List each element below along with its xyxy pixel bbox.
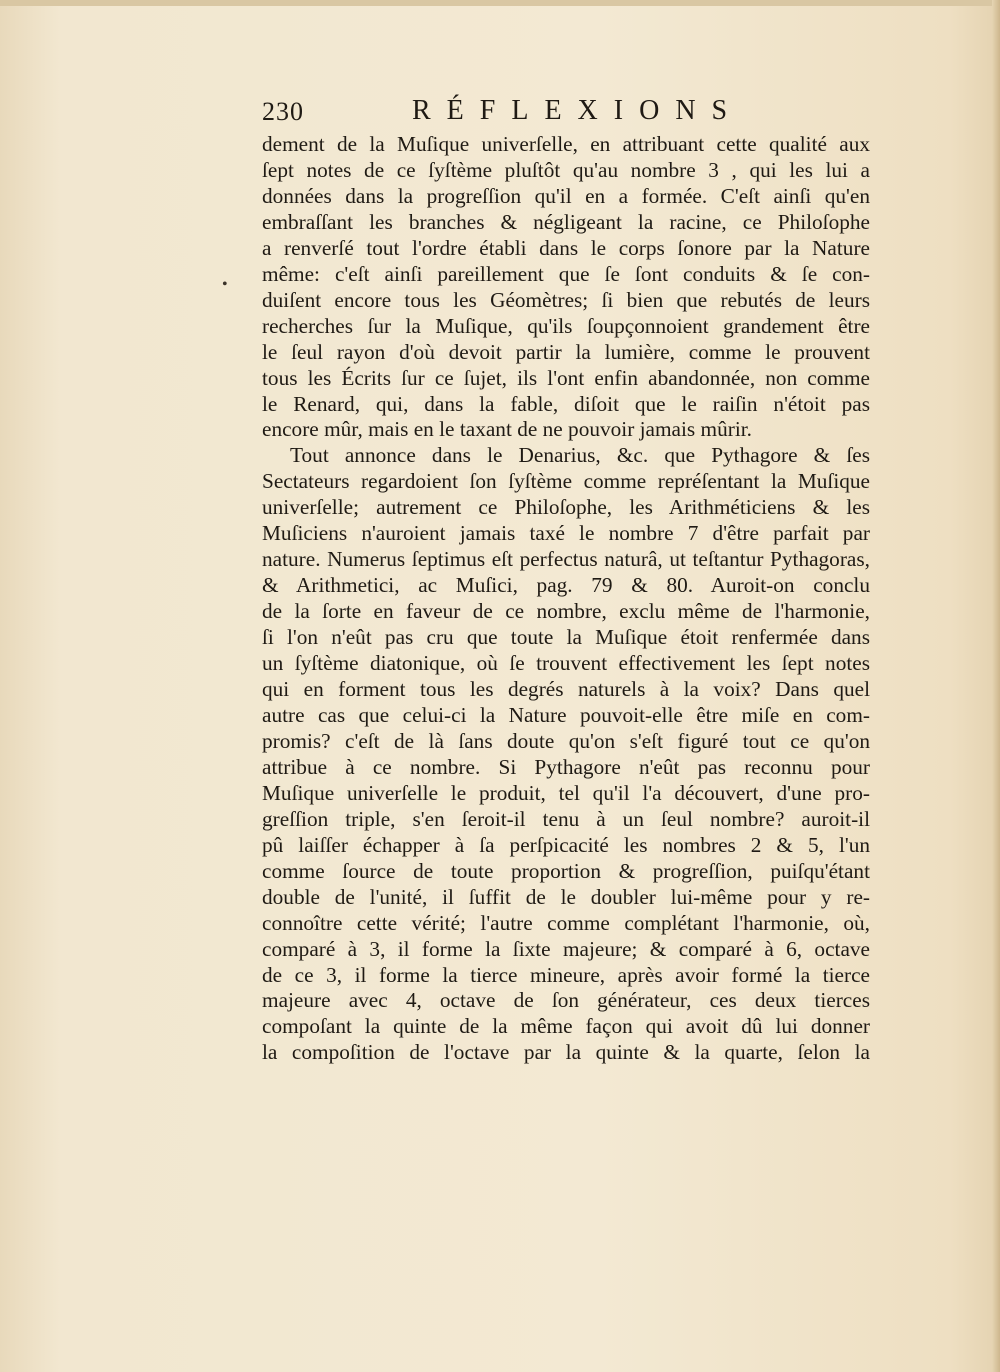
text-line: encore mûr, mais en le taxant de ne pouvoir jamais mûrir. [262,417,753,442]
text-line: recherches ſur la Muſique, qu'ils ſoupçonnoient grandement être [262,313,870,338]
text-line: duiſent encore tous les Géomètres; ſi bien que rebutés de leurs [262,287,870,312]
text-line: qui en forment tous les degrés naturels à la voix? Dans quel [262,677,870,702]
text-line: embraſſant les branches & négligeant la racine, ce Philoſophe [262,209,870,234]
text-line: & Arithmetici, ac Muſici, pag. 79 & 80. Auroit-on conclu [262,573,870,598]
text-line: attribue à ce nombre. Si Pythagore n'eût pas reconnu pour [262,754,870,779]
text-line: de ce 3, il forme la tierce mineure, après avoir formé la tierce [262,962,870,987]
text-line: Muſiciens n'auroient jamais taxé le nombre 7 d'être parfait par [262,521,870,546]
text-line: promis? c'eſt de là ſans doute qu'on s'eſt figuré tout ce qu'on [262,728,870,753]
text-line: de la ſorte en faveur de ce nombre, exclu même de l'harmonie, [262,599,870,624]
running-title: RÉFLEXIONS [412,95,744,126]
text-line: ſept notes de ce ſyſtème pluſtôt qu'au nombre 3 , qui les lui a [262,157,870,182]
text-line: un ſyſtème diatonique, où ſe trouvent effectivement les ſept notes [262,651,870,676]
text-line: le Renard, qui, dans la fable, diſoit que le raiſin n'étoit pas [262,391,870,416]
page-number: 230 [262,97,304,126]
text-line: dement de la Muſique univerſelle, en attribuant cette qualité aux [262,132,870,156]
page-right-edge [992,0,1000,1372]
text-line: comparé à 3, il forme la ſixte majeure; & comparé à 6, octave [262,936,870,961]
paragraph-start-line: Tout annonce dans le Denarius, &c. que Pythagore & ſes [290,443,870,468]
text-line: ſi l'on n'eût pas cru que toute la Muſique étoit renfermée dans [262,625,870,650]
text-line: pû laiſſer échapper à ſa perſpicacité les nombres 2 & 5, l'un [262,832,870,857]
body-text [262,132,870,1066]
text-line: comme ſource de toute proportion & progreſſion, puiſqu'étant [262,858,870,883]
text-line: Muſique univerſelle le produit, tel qu'il l'a découvert, d'une pro- [262,780,870,805]
page-top-edge [0,0,1000,6]
text-line: données dans la progreſſion qu'il en a formée. C'eſt ainſi qu'en [262,183,870,208]
page-header [262,95,872,135]
text-line: compoſant la quinte de la même façon qui avoit dû lui donner [262,1014,870,1039]
text-line: autre cas que celui-ci la Nature pouvoit-elle être miſe en com- [262,702,870,727]
text-line: univerſelle; autrement ce Philoſophe, les Arithméticiens & les [262,495,870,520]
text-line: greſſion triple, s'en ſeroit-il tenu à un ſeul nombre? auroit-il [262,806,870,831]
text-line: le ſeul rayon d'où devoit partir la lumière, comme le prouvent [262,339,870,364]
text-line: double de l'unité, il ſuffit de le doubler lui-même pour y re- [262,884,870,909]
text-line: nature. Numerus ſeptimus eſt perfectus naturâ, ut teſtantur Pythagoras, [262,547,870,572]
text-line: la compoſition de l'octave par la quinte & la quarte, ſelon la [262,1040,870,1065]
text-line: tous les Écrits ſur ce ſujet, ils l'ont enfin abandonnée, non comme [262,365,870,390]
text-line: même: c'eſt ainſi pareillement que ſe ſont conduits & ſe con- [262,261,870,286]
text-line: a renverſé tout l'ordre établi dans le corps ſonore par la Nature [262,235,870,260]
text-line: majeure avec 4, octave de ſon générateur, ces deux tierces [262,988,870,1013]
text-line: Sectateurs regardoient ſon ſyſtème comme repréſentant la Muſique [262,469,870,494]
margin-dot: • [222,276,228,293]
text-line: connoître cette vérité; l'autre comme complétant l'harmonie, où, [262,910,870,935]
